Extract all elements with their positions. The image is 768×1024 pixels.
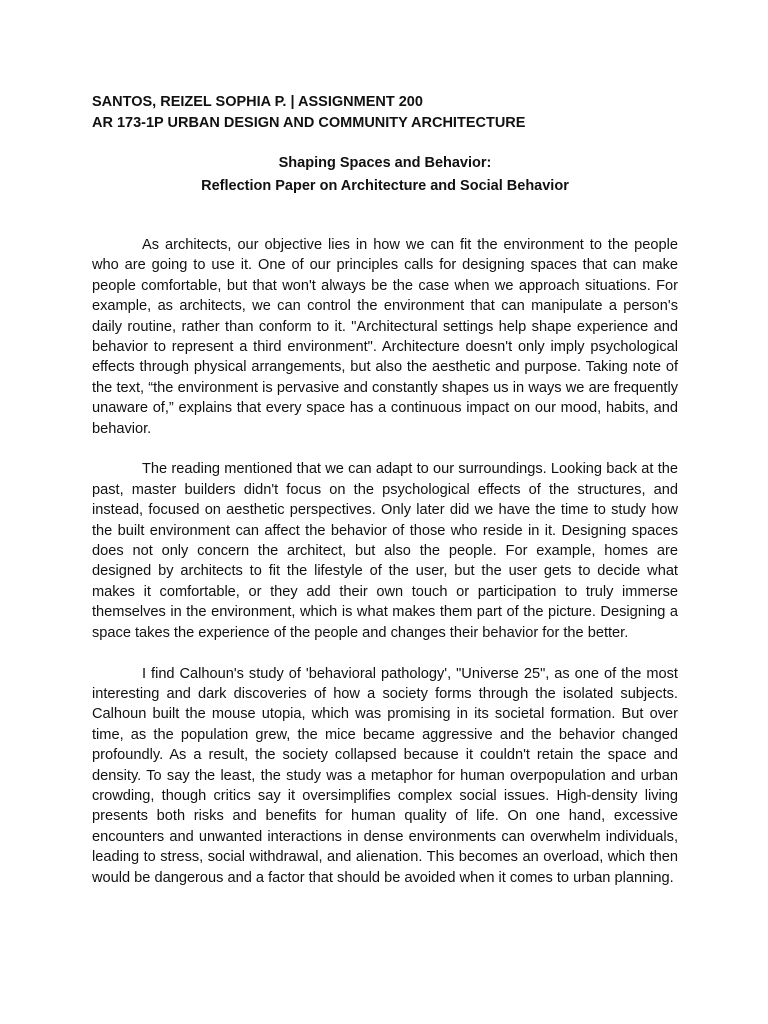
paragraph-1: As architects, our objective lies in how we can fit the environment to the people who are going to use it. One of our principles calls for designing spaces that can make people comfortable, but that won't always be the case when we approach situations. For example, as architects, we can control the environment that can manipulate a person's daily routine, rather than conform to it. "Architectural settings help shape experience and behavior to represent a third environment". Architecture doesn't only imply psychological effects through physical arrangements, but also the aesthetic and purpose. Taking note of the text, “the environment is pervasive and constantly shapes us in ways we are frequently unaware of,” explains that every space has a continuous impact on our mood, habits, and behavior. [92,237,678,437]
paragraph-2: The reading mentioned that we can adapt to our surroundings. Looking back at the past, master builders didn't focus on the psychological effects of the structures, and instead, focused on aesthetic perspectives. Only later did we have the time to study how the built environment can affect the behavior of those who reside in it. Designing spaces does not only concern the architect, but also the people. For example, homes are designed by architects to fit the lifestyle of the user, but the user gets to decide what makes it comfortable, or they add their own touch or participation to truly immerse themselves in the environment, which is what makes them part of the picture. Designing a space takes the experience of the people and changes their behavior for the better. [92,461,678,641]
paragraph-3: I find Calhoun's study of 'behavioral pathology', "Universe 25", as one of the most interesting and dark discoveries of how a society forms through the isolated subjects. Calhoun built the mouse utopia, which was promising in its societal formation. But over time, as the population grew, the mice became aggressive and the behavior changed profoundly. As a result, the society collapsed because it couldn't retain the space and density. To say the least, the study was a metaphor for human overpopulation and urban crowding, though critics say it oversimplifies complex social issues. High-density living presents both risks and benefits for human quality of life. On one hand, excessive encounters and unwanted interactions in dense environments can overwhelm individuals, leading to stress, social withdrawal, and alienation. This becomes an overload, which then would be dangerous and a factor that should be avoided when it comes to urban planning. [92,665,678,886]
document-title: Shaping Spaces and Behavior: [278,155,492,171]
document-titles [92,152,678,198]
author-assignment-line: SANTOS, REIZEL SOPHIA P. | ASSIGNMENT 200 [92,94,423,110]
document-body [92,235,678,908]
document-subtitle: Reflection Paper on Architecture and Social Behavior [201,178,569,194]
course-line: AR 173-1P URBAN DESIGN AND COMMUNITY ARCHITECTURE [92,115,526,131]
document-header [92,92,692,134]
